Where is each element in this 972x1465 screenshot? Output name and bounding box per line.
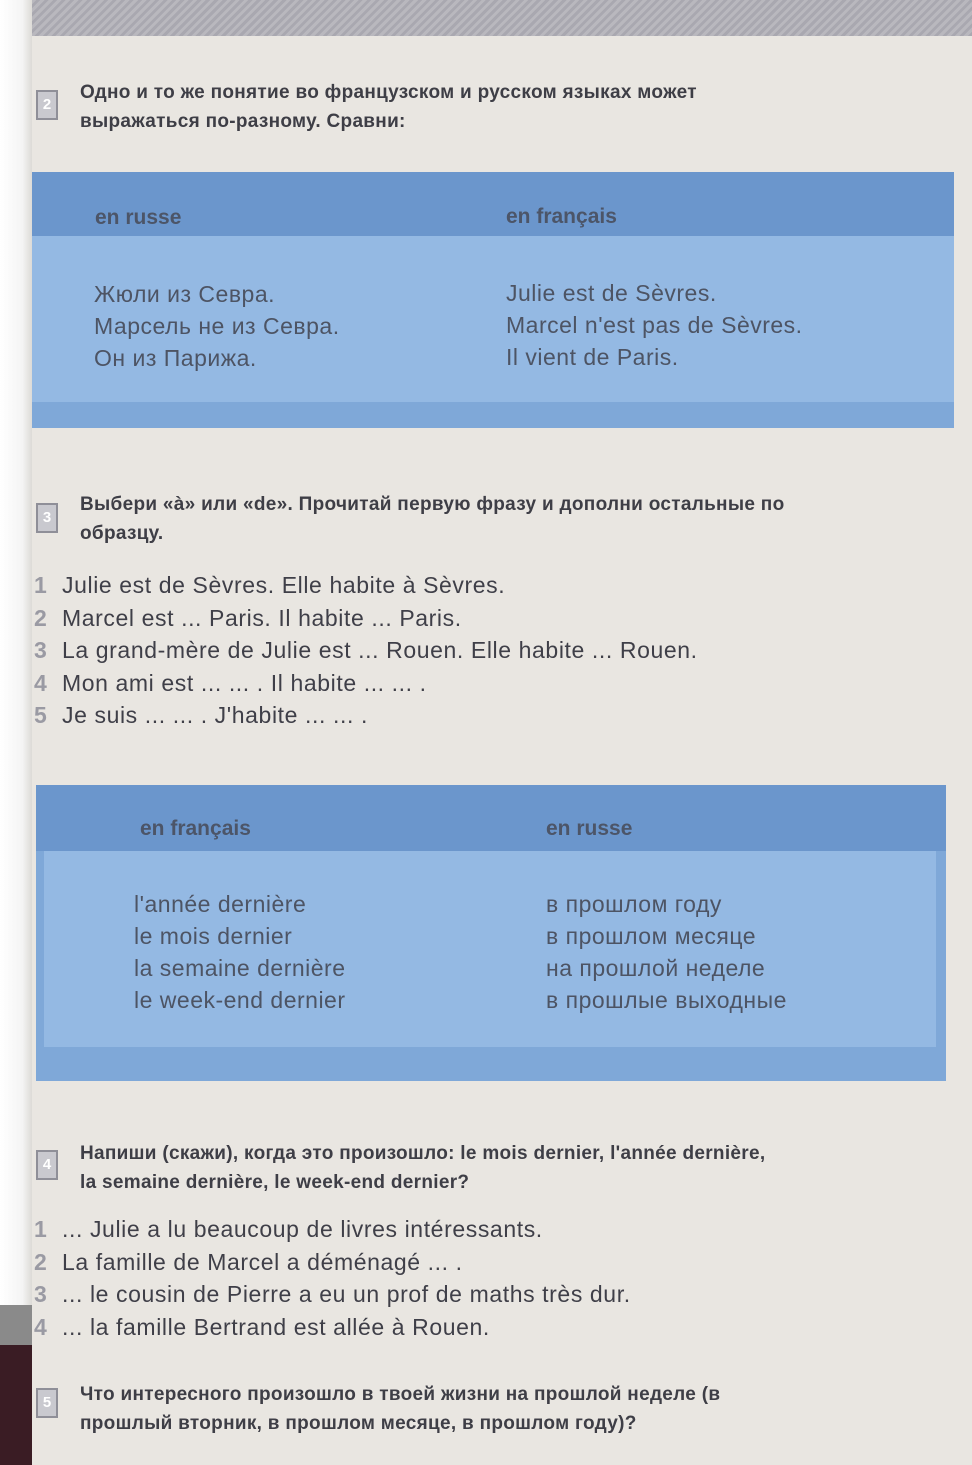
table-cell: le week-end dernier <box>134 987 346 1013</box>
column-header-french: en français <box>506 205 617 228</box>
table-cell: Жюли из Севра. <box>94 281 276 307</box>
list-item <box>34 569 698 602</box>
item-text: La famille de Marcel a déménagé ... . <box>62 1248 463 1275</box>
table-cell: в прошлом году <box>546 891 722 917</box>
item-number: 1 <box>34 1216 48 1242</box>
instruction-line: Что интересного произошло в твоей жизни на прошлой неделе (в <box>80 1384 721 1405</box>
item-number: 4 <box>34 669 48 696</box>
page-top-band <box>32 0 972 36</box>
item-number: 2 <box>34 1248 48 1275</box>
table-cell: la semaine dernière <box>134 955 346 981</box>
exercise-number-2: 2 <box>36 90 58 120</box>
scan-edge-gray <box>0 1305 32 1345</box>
item-number: 2 <box>34 604 48 631</box>
item-text: La grand-mère de Julie est ... Rouen. Elle habite ... Rouen. <box>62 637 698 663</box>
item-text: ... le cousin de Pierre a eu un prof de maths très dur. <box>62 1281 631 1307</box>
column-header-russian: en russe <box>546 817 633 840</box>
russian-column <box>546 888 787 1016</box>
table-cell: на прошлой неделе <box>546 955 766 981</box>
list-item <box>34 1213 631 1246</box>
instruction-line: Напиши (скажи), когда это произошло: le mois dernier, l'année dernière, <box>80 1143 766 1164</box>
exercise-number-3: 3 <box>36 503 58 533</box>
column-header-french: en français <box>140 817 251 840</box>
list-item <box>34 1311 631 1344</box>
vocabulary-table <box>36 785 946 1081</box>
french-column <box>506 277 803 373</box>
instruction-line: Одно и то же понятие во французском и русском языках может <box>80 82 697 103</box>
table-cell: в прошлом месяце <box>546 923 757 949</box>
list-item <box>34 602 698 635</box>
french-column <box>134 888 346 1016</box>
exercise-number-5: 5 <box>36 1388 58 1418</box>
item-text: ... la famille Bertrand est allée à Rouen. <box>62 1313 490 1340</box>
item-number: 3 <box>34 1281 48 1307</box>
table-cell: Marcel n'est pas de Sèvres. <box>506 312 803 338</box>
instruction-line: прошлый вторник, в прошлом месяце, в прошлом году)? <box>80 1413 637 1434</box>
item-number: 4 <box>34 1313 48 1340</box>
russian-column <box>94 278 340 374</box>
column-header-russian: en russe <box>95 206 182 229</box>
item-number: 1 <box>34 572 48 598</box>
item-text: ... Julie a lu beaucoup de livres intéressants. <box>62 1216 543 1242</box>
table-cell: l'année dernière <box>134 891 307 917</box>
instruction-line: выражаться по-разному. Сравни: <box>80 111 406 132</box>
exercise-5-instruction <box>80 1380 720 1438</box>
list-item <box>34 667 698 700</box>
instruction-line: образцу. <box>80 523 164 544</box>
item-text: Je suis ... ... . J'habite ... ... . <box>62 702 368 728</box>
exercise-3-list <box>34 569 698 732</box>
item-number: 5 <box>34 702 48 728</box>
item-text: Marcel est ... Paris. Il habite ... Paris. <box>62 604 462 631</box>
table-cell: Марсель не из Севра. <box>94 313 340 339</box>
exercise-4-instruction <box>80 1139 765 1197</box>
page-left-margin <box>0 0 32 1465</box>
scan-edge-dark <box>0 1345 32 1465</box>
table-cell: Он из Парижа. <box>94 345 257 371</box>
instruction-line: la semaine dernière, le week-end dernier? <box>80 1172 470 1193</box>
list-item <box>34 699 698 732</box>
item-text: Mon ami est ... ... . Il habite ... ... . <box>62 669 427 696</box>
list-item <box>34 1246 631 1279</box>
exercise-4-list <box>34 1213 631 1343</box>
table-cell: в прошлые выходные <box>546 987 787 1013</box>
exercise-number-4: 4 <box>36 1150 58 1180</box>
table-cell: le mois dernier <box>134 923 293 949</box>
item-number: 3 <box>34 637 48 663</box>
table-cell: Il vient de Paris. <box>506 344 679 370</box>
comparison-table <box>32 172 954 428</box>
instruction-line: Выбери «à» или «de». Прочитай первую фразу и дополни остальные по <box>80 494 785 515</box>
exercise-3-instruction <box>80 490 785 548</box>
list-item <box>34 1278 631 1311</box>
exercise-2-instruction <box>80 78 697 136</box>
item-text: Julie est de Sèvres. Elle habite à Sèvres. <box>62 572 506 598</box>
table-cell: Julie est de Sèvres. <box>506 280 717 306</box>
list-item <box>34 634 698 667</box>
